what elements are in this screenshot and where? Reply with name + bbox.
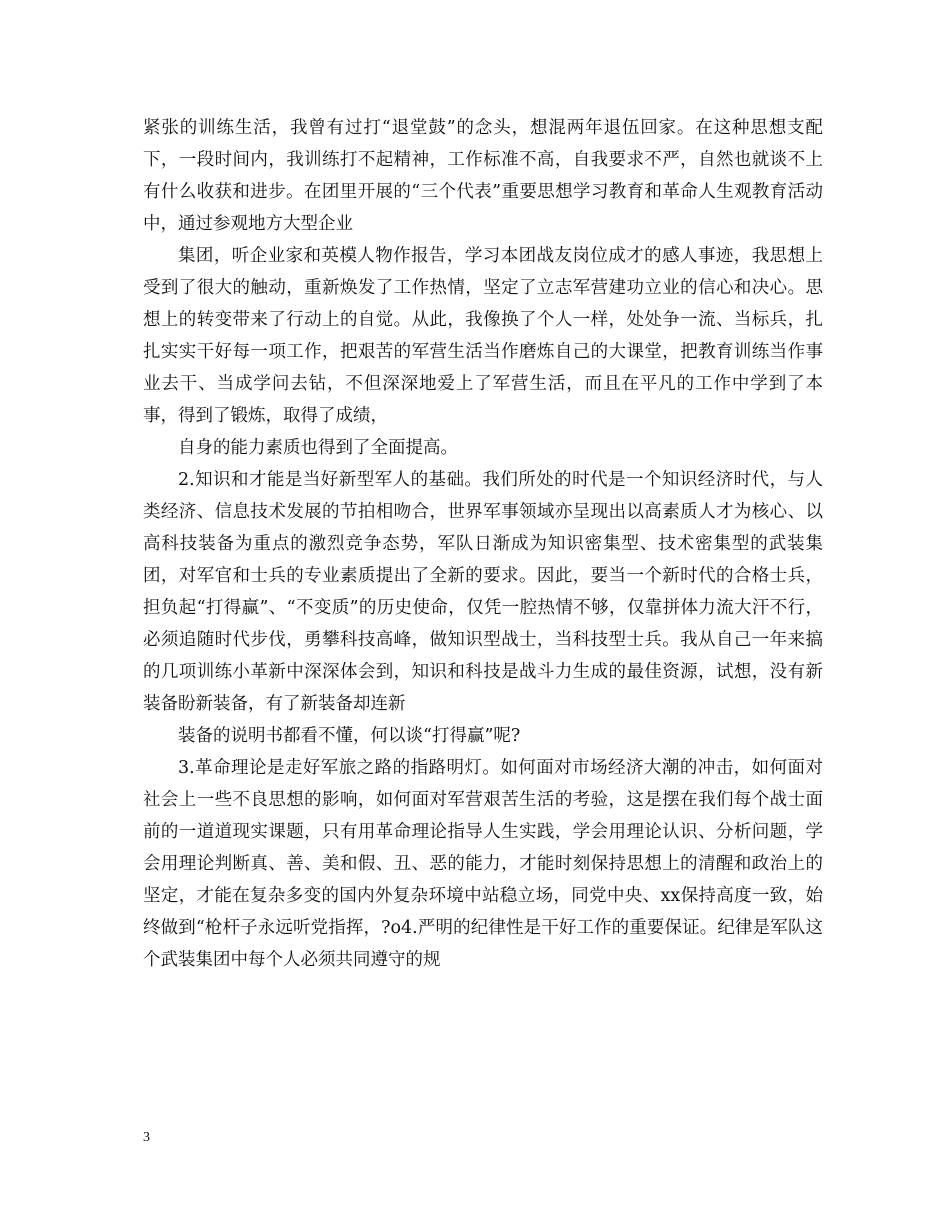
body-text bbox=[143, 112, 823, 976]
paragraph-6: 3.革命理论是走好军旅之路的指路明灯。如何面对市场经济大潮的冲击，如何面对社会上一些不良思想的影响，如何面对军营艰苦生活的考验，这是摆在我们每个战士面前的一道道现实课题，只有用革命理论指导人生实践，学会用理论认识、分析问题，学会用理论判断真、善、美和假、丑、恶的能力，才能时刻保持思想上的清醒和政治上的坚定，才能在复杂多变的国内外复杂环境中站稳立场，同党中央、xx保持高度一致，始终做到“枪杆子永远听党指挥，?o4.严明的纪律性是干好工作的重要保证。纪律是军队这个武装集团中每个人必须共同遵守的规 bbox=[143, 758, 823, 970]
paragraph-3: 自身的能力素质也得到了全面提高。 bbox=[178, 438, 458, 458]
paragraph-2: 集团，听企业家和英模人物作报告，学习本团战友岗位成才的感人事迹，我思想上受到了很大的触动，重新焕发了工作热情，坚定了立志军营建功立业的信心和决心。思想上的转变带来了行动上的自觉。从此，我像换了个人一样，处处争一流、当标兵，扎扎实实干好每一项工作，把艰苦的军营生活当作磨炼自己的大课堂，把教育训练当作事业去干、当成学问去钻，不但深深地爱上了军营生活，而且在平凡的工作中学到了本事，得到了锻炼，取得了成绩， bbox=[143, 246, 823, 426]
page-number: 3 bbox=[143, 1130, 150, 1145]
paragraph-5: 装备的说明书都看不懂，何以谈“打得赢”呢? bbox=[178, 726, 521, 746]
paragraph-4: 2.知识和才能是当好新型军人的基础。我们所处的时代是一个知识经济时代，与人类经济、信息技术发展的节拍相吻合，世界军事领域亦呈现出以高素质人才为核心、以高科技装备为重点的激烈竞争态势，军队日渐成为知识密集型、技术密集型的武装集团，对军官和士兵的专业素质提出了全新的要求。因此，要当一个新时代的合格士兵，担负起“打得赢”、“不变质”的历史使命，仅凭一腔热情不够，仅靠拼体力流大汗不行，必须追随时代步伐，勇攀科技高峰，做知识型战士，当科技型士兵。我从自己一年来搞的几项训练小革新中深深体会到，知识和科技是战斗力生成的最佳资源，试想，没有新装备盼新装备，有了新装备却连新 bbox=[143, 470, 823, 714]
paragraph-1: 紧张的训练生活，我曾有过打“退堂鼓”的念头，想混两年退伍回家。在这种思想支配下，一段时间内，我训练打不起精神，工作标准不高，自我要求不严，自然也就谈不上有什么收获和进步。在团里开展的“三个代表”重要思想学习教育和革命人生观教育活动中，通过参观地方大型企业 bbox=[143, 118, 823, 234]
